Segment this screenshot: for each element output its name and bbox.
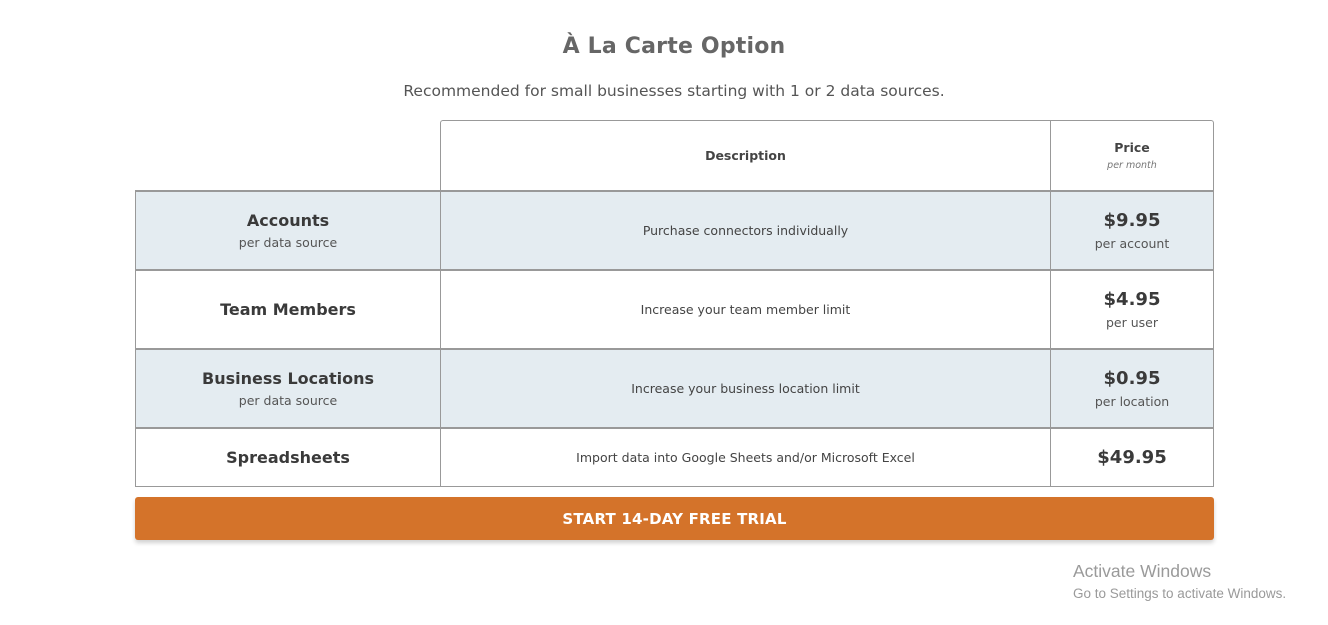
row-description: Purchase connectors individually — [642, 223, 849, 238]
header-description-cell — [440, 120, 1050, 190]
row-price: $4.95 — [1103, 289, 1161, 310]
row-name-sub: per data source — [238, 393, 338, 408]
header-price-label: Price — [1114, 140, 1150, 155]
watermark-title: Activate Windows — [1073, 561, 1212, 581]
row-name-cell — [135, 190, 440, 269]
header-price-period: per month — [1107, 160, 1157, 171]
header-empty-cell — [135, 120, 440, 190]
table-row — [135, 190, 1214, 269]
header-price-cell — [1050, 120, 1214, 190]
row-name-cell — [135, 269, 440, 348]
row-description: Increase your business location limit — [631, 381, 860, 396]
row-name-cell — [135, 348, 440, 427]
table-row — [135, 269, 1214, 348]
row-price-unit: per account — [1094, 236, 1170, 251]
row-description-cell — [440, 348, 1050, 427]
row-price: $0.95 — [1103, 368, 1161, 389]
row-name-cell — [135, 427, 440, 487]
row-description: Import data into Google Sheets and/or Microsoft Excel — [576, 450, 915, 465]
page-title: À La Carte Option — [562, 34, 786, 59]
activate-windows-watermark — [1073, 561, 1286, 601]
row-price-cell — [1050, 348, 1214, 427]
row-price-cell — [1050, 190, 1214, 269]
row-name-sub: per data source — [238, 235, 338, 250]
row-name: Team Members — [220, 300, 356, 319]
table-row — [135, 427, 1214, 487]
row-name: Accounts — [246, 211, 330, 230]
row-description-cell — [440, 269, 1050, 348]
row-description-cell — [440, 427, 1050, 487]
header-description-label: Description — [705, 148, 786, 163]
pricing-table — [135, 120, 1214, 487]
watermark-subtitle: Go to Settings to activate Windows. — [1073, 586, 1287, 601]
row-price-unit: per user — [1105, 315, 1158, 330]
row-description: Increase your team member limit — [640, 302, 851, 317]
row-name: Business Locations — [202, 369, 374, 388]
table-header-row — [135, 120, 1214, 190]
row-price-unit: per location — [1094, 394, 1170, 409]
row-price-cell — [1050, 427, 1214, 487]
page-subtitle: Recommended for small businesses starting with 1 or 2 data sources. — [403, 82, 945, 100]
row-name: Spreadsheets — [226, 448, 350, 467]
row-price: $9.95 — [1103, 210, 1161, 231]
row-price: $49.95 — [1097, 447, 1167, 468]
row-description-cell — [440, 190, 1050, 269]
start-free-trial-button[interactable]: START 14-DAY FREE TRIAL — [135, 497, 1214, 540]
row-price-cell — [1050, 269, 1214, 348]
table-row — [135, 348, 1214, 427]
